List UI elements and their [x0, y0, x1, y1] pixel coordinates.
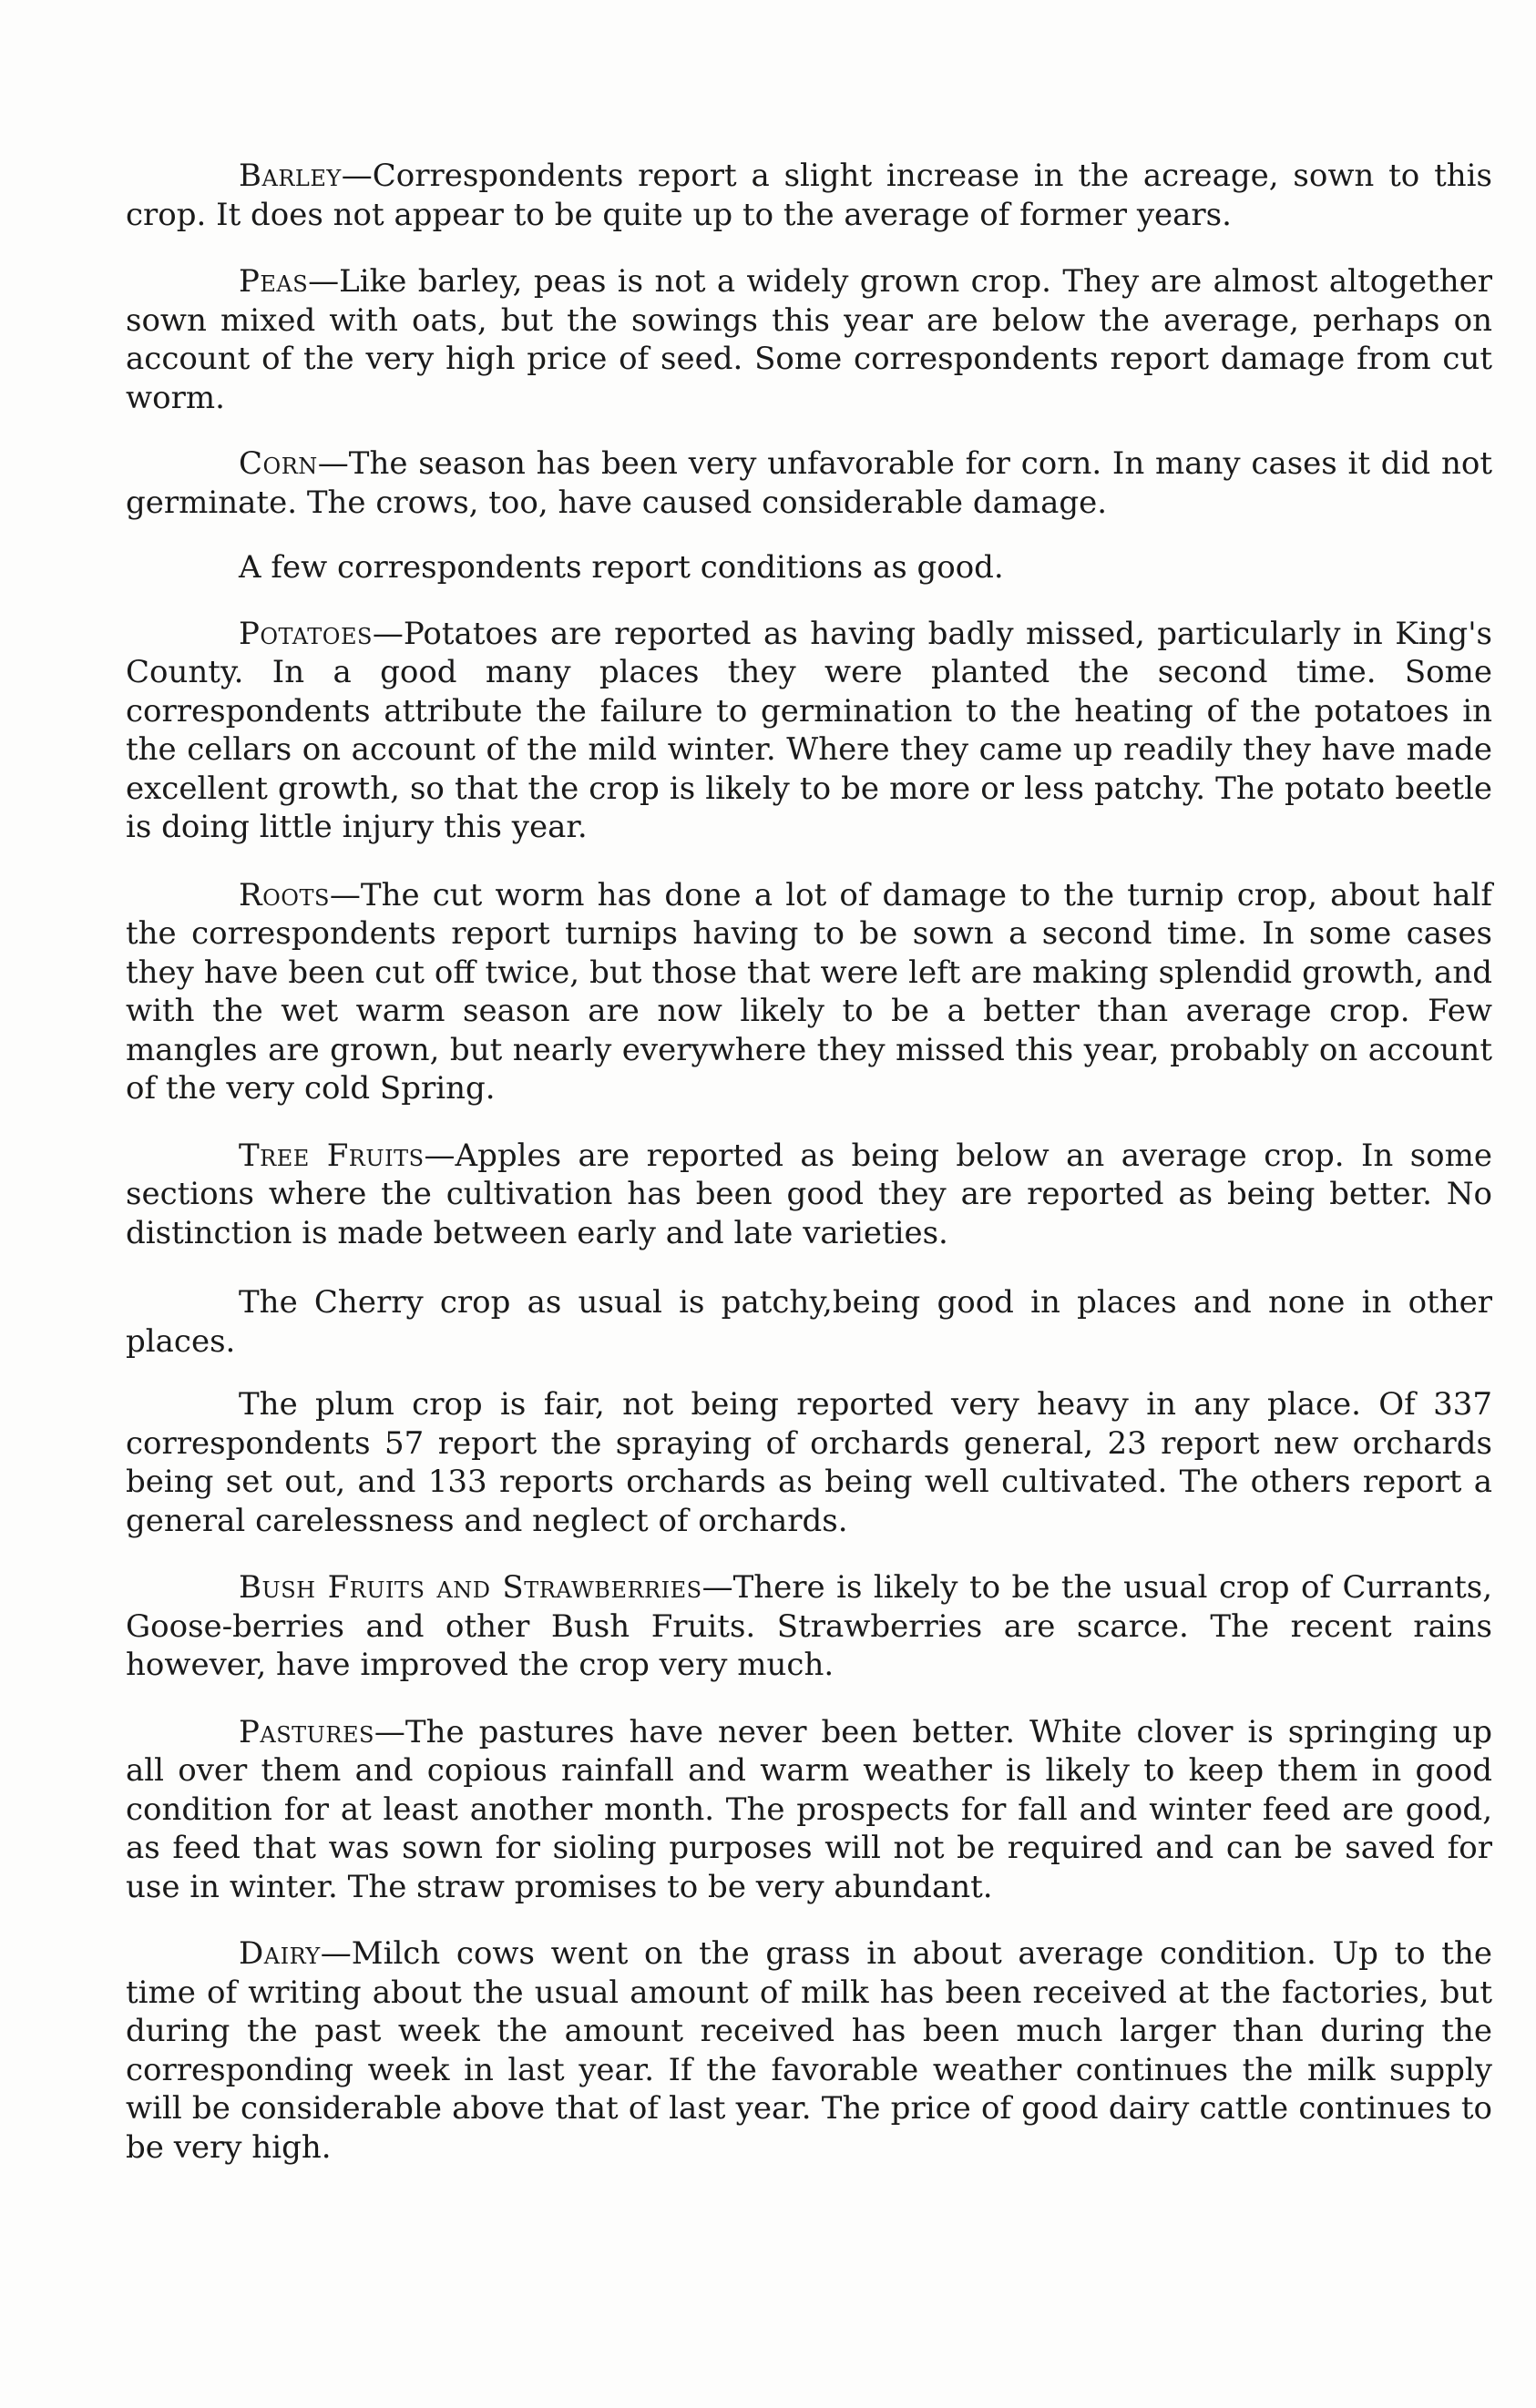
paragraph-text: The Cherry crop as usual is patchy,being good in places and none in other places.	[126, 1284, 1492, 1360]
paragraph-text: —Correspondents report a slight increase in the acreage, sown to this crop. It does not appear to be quite up to the average of former years.	[126, 158, 1492, 233]
paragraph-text: —The cut worm has done a lot of damage to the turnip crop, about half the correspondents report turnips having to be sown a second time. In some cases they have been cut off twice, but those that were left are making splendid growth, and with the wet warm season are now likely to be a better than average crop. Few mangles are grown, but nearly everywhere they missed this year, probably on account of the very cold Spring.	[126, 876, 1492, 1107]
paragraph-heading: Corn	[239, 445, 318, 482]
paragraph-barley	[126, 157, 1492, 234]
paragraph-heading: Peas	[239, 263, 309, 300]
paragraph-text: —The pastures have never been better. White clover is springing up all over them and copious rainfall and warm weather is likely to keep them in good condition for at least another month. The prospects for fall and winter feed are good, as feed that was sown for sioling purposes will not be required and can be saved for use in winter. The straw promises to be very abundant.	[126, 1713, 1492, 1905]
paragraph-text: —Milch cows went on the grass in about average condition. Up to the time of writing about the usual amount of milk has been received at the factories, but during the past week the amount received has been much larger than during the corresponding week in last year. If the favorable weather continues the milk supply will be considerable above that of last year. The price of good dairy cattle continues to be very high.	[126, 1935, 1492, 2166]
paragraph-heading: Pastures	[239, 1713, 374, 1750]
paragraph-text: —Like barley, peas is not a widely grown crop. They are almost altogether sown mixed with oats, but the sowings this year are below the average, perhaps on account of the very high price of seed. Some correspondents report damage from cut worm.	[126, 263, 1492, 416]
paragraph-potatoes	[126, 615, 1492, 847]
paragraph-corn-note	[126, 548, 1492, 587]
paragraph-cherry	[126, 1283, 1492, 1361]
paragraph-heading: Tree Fruits	[239, 1137, 425, 1174]
paragraph-tree-fruits	[126, 1137, 1492, 1253]
paragraph-heading: Bush Fruits and Strawberries	[239, 1569, 702, 1606]
paragraph-pastures	[126, 1713, 1492, 1907]
paragraph-text: —The season has been very unfavorable for corn. In many cases it did not germinate. The crows, too, have caused considerable damage.	[126, 445, 1492, 521]
paragraph-corn	[126, 444, 1492, 522]
paragraph-text: —Apples are reported as being below an average crop. In some sections where the cultivation has been good they are reported as being better. No distinction is made between early and late varieties.	[126, 1137, 1492, 1251]
paragraph-heading: Barley	[239, 158, 342, 194]
paragraph-bush-fruits	[126, 1568, 1492, 1685]
page-body	[126, 157, 1492, 2167]
paragraph-plum	[126, 1385, 1492, 1540]
paragraph-text: —There is likely to be the usual crop of Currants, Goose-berries and other Bush Fruits. Strawberries are scarce. The recent rains however, have improved the crop very much.	[126, 1569, 1492, 1683]
paragraph-roots	[126, 876, 1492, 1108]
paragraph-heading: Roots	[239, 876, 330, 913]
paragraph-text: The plum crop is fair, not being reported very heavy in any place. Of 337 correspondents 57 report the spraying of orchards general, 23 report new orchards being set out, and 133 reports orchards as being well cultivated. The others report a general carelessness and neglect of orchards.	[126, 1386, 1492, 1539]
paragraph-heading: Potatoes	[239, 615, 373, 652]
paragraph-dairy	[126, 1934, 1492, 2167]
paragraph-text: —Potatoes are reported as having badly missed, particularly in King's County. In a good many places they were planted the second time. Some correspondents attribute the failure to germination to the heating of the potatoes in the cellars on account of the mild winter. Where they came up readily they have made excellent growth, so that the crop is likely to be more or less patchy. The potato beetle is doing little injury this year.	[126, 615, 1492, 845]
paragraph-peas	[126, 262, 1492, 417]
paragraph-text: A few correspondents report conditions as good.	[239, 549, 1004, 586]
paragraph-heading: Dairy	[239, 1935, 321, 1972]
